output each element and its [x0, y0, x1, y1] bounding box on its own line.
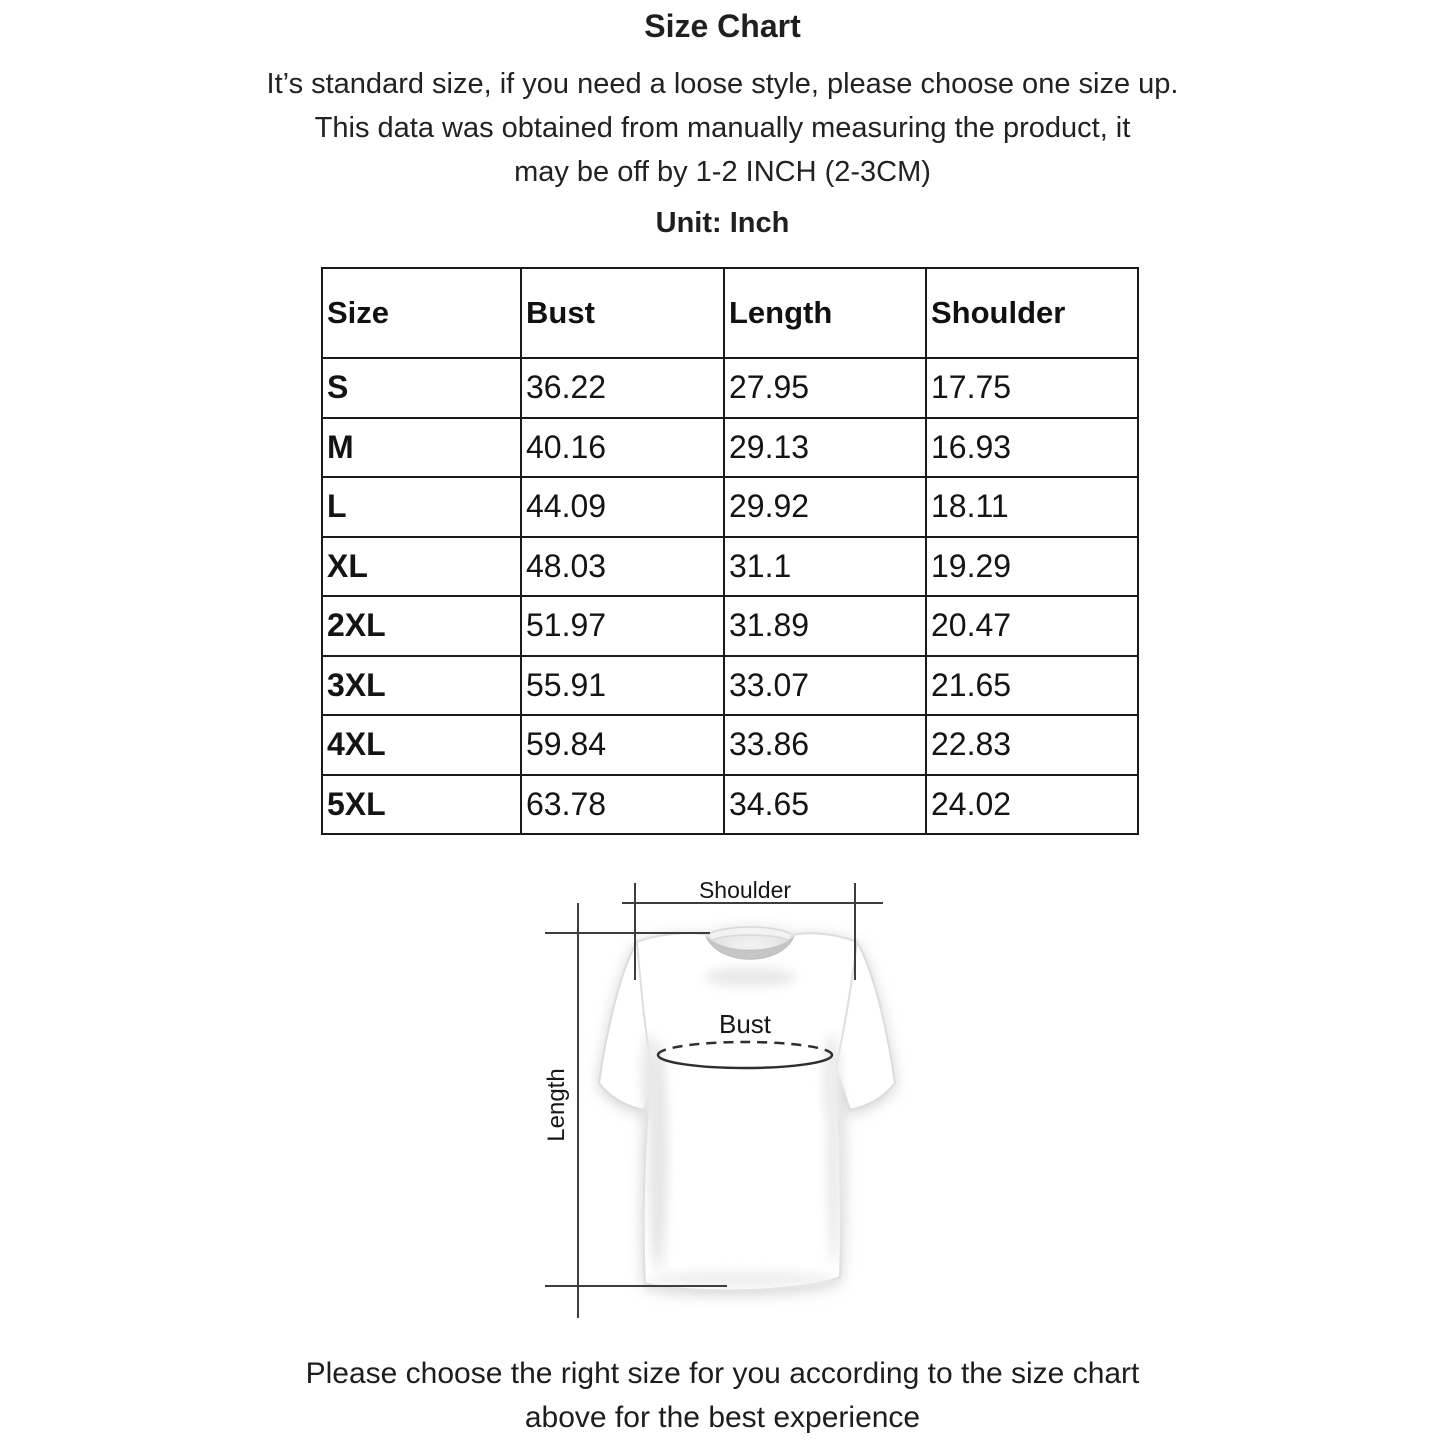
bust-value: 48.03: [521, 537, 724, 597]
length-diagram-label: Length: [543, 1068, 570, 1142]
length-value: 34.65: [724, 775, 926, 835]
size-value: M: [322, 418, 521, 478]
unit-label: Unit: Inch: [655, 207, 790, 239]
tshirt-image: [599, 927, 895, 1290]
bust-value: 59.84: [521, 715, 724, 775]
table-row: [322, 358, 1138, 418]
shoulder-value: 16.93: [926, 418, 1138, 478]
table-row: [322, 537, 1138, 597]
table-row: [322, 775, 1138, 835]
bust-value: 44.09: [521, 477, 724, 537]
shoulder-value: 19.29: [926, 537, 1138, 597]
length-value: 33.86: [724, 715, 926, 775]
size-value: 3XL: [322, 656, 521, 716]
shoulder-value: 17.75: [926, 358, 1138, 418]
bust-value: 55.91: [521, 656, 724, 716]
table-row: [322, 418, 1138, 478]
bust-diagram-label: Bust: [718, 1009, 772, 1039]
table-row: [322, 656, 1138, 716]
size-value: 2XL: [322, 596, 521, 656]
intro-line: It’s standard size, if you need a loose style, please choose one size up.: [266, 68, 1179, 100]
bust-value: 36.22: [521, 358, 724, 418]
size-value: L: [322, 477, 521, 537]
footer-line: above for the best experience: [524, 1401, 921, 1434]
table-row: [322, 715, 1138, 775]
length-value: 29.92: [724, 477, 926, 537]
size-value: 5XL: [322, 775, 521, 835]
column-header-shoulder: Shoulder: [926, 268, 1138, 358]
table-row: [322, 596, 1138, 656]
size-value: 4XL: [322, 715, 521, 775]
length-value: 27.95: [724, 358, 926, 418]
table-row: [322, 477, 1138, 537]
length-value: 29.13: [724, 418, 926, 478]
shoulder-value: 24.02: [926, 775, 1138, 835]
length-value: 31.1: [724, 537, 926, 597]
length-value: 33.07: [724, 656, 926, 716]
shoulder-value: 22.83: [926, 715, 1138, 775]
bust-value: 63.78: [521, 775, 724, 835]
page-title: Size Chart: [644, 8, 801, 44]
intro-line: may be off by 1-2 INCH (2-3CM): [514, 156, 931, 188]
intro-paragraph: [0, 62, 1445, 194]
shoulder-value: 21.65: [926, 656, 1138, 716]
column-header-length: Length: [724, 268, 926, 358]
bust-value: 51.97: [521, 596, 724, 656]
length-value: 31.89: [724, 596, 926, 656]
column-header-bust: Bust: [521, 268, 724, 358]
footer-note: [0, 1352, 1445, 1440]
shoulder-value: 20.47: [926, 596, 1138, 656]
size-value: XL: [322, 537, 521, 597]
tshirt-measurement-diagram: [520, 875, 960, 1330]
table-header-row: [322, 268, 1138, 358]
intro-line: This data was obtained from manually measuring the product, it: [314, 112, 1131, 144]
size-table: [321, 267, 1139, 835]
shoulder-value: 18.11: [926, 477, 1138, 537]
bust-value: 40.16: [521, 418, 724, 478]
column-header-size: Size: [322, 268, 521, 358]
shoulder-diagram-label: Shoulder: [698, 877, 792, 903]
size-value: S: [322, 358, 521, 418]
footer-line: Please choose the right size for you according to the size chart: [305, 1357, 1140, 1390]
